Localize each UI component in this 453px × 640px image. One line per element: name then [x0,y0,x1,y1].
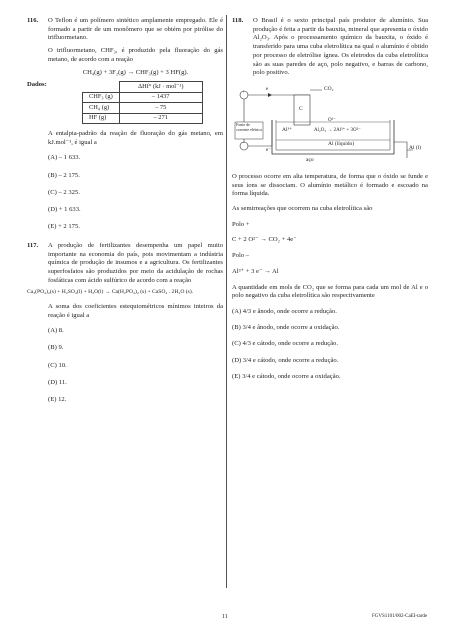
pole-negative: Polo – [232,252,250,260]
option-c[interactable]: (C) – 2 325. [48,188,80,196]
question-number: 118. [232,17,244,24]
question-number: 117. [27,241,39,249]
minus-sign: – [242,140,245,146]
o2-ion-label: O²⁻ [328,117,336,123]
page-number: 11 [222,614,228,620]
question-number: 116. [27,17,39,24]
electron-label-top: e [266,86,269,92]
electron-label-left: e⁻ [266,147,271,153]
question-intro: O Teflon é um polímero sintético amplamente empregado. Ele é formado a partir de um monômero que se obtém por pirólise do trifluormetano. [48,17,223,42]
table-row: CHF₃ (g) – 1437 [83,92,203,102]
table-row: HF (g) – 271 [83,113,203,123]
al-outlet-label: Al (l) [409,144,422,151]
dissociation-equation: Al₂O₃ → 2Al³⁺ + 3O²⁻ [314,127,361,133]
pole-positive: Polo + [232,220,250,228]
column-divider [226,15,227,588]
right-column [232,17,428,389]
option-b[interactable]: (B) 9. [48,344,64,352]
exam-code: FGVS1101/002-CaEI-tarde [372,614,428,619]
question-text: O trifluormetano, CHF₃, é produzido pela fluoração do gás metano, de acordo com a reação [48,47,223,63]
semi-intro: As semirreações que ocorrem na cuba eletrolítica são [232,205,373,213]
dados-label: Dados: [27,81,47,89]
option-a[interactable]: (A) – 1 633. [48,154,81,162]
reaction-equation: CH₄(g) + 3F₂(g) → CHF₃(g) + 3 HF(g). [82,68,189,76]
option-e[interactable]: (E) + 2 175. [48,223,80,231]
option-e[interactable]: (E) 3/4 e cátodo, onde ocorre a oxidação. [232,372,341,380]
option-a[interactable]: (A) 8. [48,327,64,335]
option-e[interactable]: (E) 12. [48,396,67,404]
question-prompt: A entalpia-padrão da reação de fluoração do gás metano, em kJ.mol⁻¹, é igual a [48,130,223,146]
option-d[interactable]: (D) + 1 633. [48,206,81,214]
process-text: O processo ocorre em alta temperatura, de forma que o óxido se funde e seus íons se dissociam. O alumínio metálico é formado e escoado na forma líquida. [232,172,428,198]
option-a[interactable]: (A) 4/3 e ânodo, onde ocorre a redução. [232,307,337,315]
steel-label: aço [306,156,314,163]
option-c[interactable]: (C) 10. [48,361,67,369]
question-prompt: A quantidade em mols de CO₂ que se forma para cada um mol de Al e o polo negativo da cuba eletrolítica são respectivamente [232,283,428,300]
table-header: ΔHf° (kJ · mol⁻¹) [119,82,202,92]
power-source-label: Fonte de corrente elétrica [236,121,262,132]
question-118 [232,17,428,381]
option-d[interactable]: (D) 11. [48,378,67,386]
table-row: CH₄ (g) – 75 [83,103,203,113]
question-117 [27,242,223,405]
al3-ion-label: Al³⁺ [282,126,293,133]
co2-label: CO₂ [324,85,334,92]
question-prompt: A soma dos coeficientes estequiométricos mínimos inteiros da reação é igual a [48,302,223,319]
option-d[interactable]: (D) 3/4 e cátodo, onde ocorre a redução. [232,356,339,364]
carbon-label: C [299,105,303,112]
reaction-equation: Ca₃(PO₄)₂(s) + H₂SO₄(l) + H₂O(l) → Ca(H₂PO₄)₂ (s) + CaSO₄ . 2H₂O (s). [27,289,194,296]
reaction-negative: Al³⁺ + 3 e⁻ → Al [232,267,279,275]
question-116 [27,17,223,232]
option-b[interactable]: (B) 3/4 e ânodo, onde ocorre a oxidação. [232,324,340,332]
liquid-al-label: Al (líquido) [328,140,355,147]
plus-sign: + [242,89,245,95]
electrolysis-diagram [232,82,428,168]
question-intro: O Brasil é o sexto principal país produtor de alumínio. Sua produção é feita a partir da bauxita, mineral que apresenta o óxido Al₂O₃. Após o processamento químico da bauxita, o óxido é transferido para uma cuba eletrolítica na qual o alumínio é obtido por processo de eletrólise ígnea. Os eletrodos da cuba eletrolítica são as suas paredes de aço, polo negativo, e barras de carbono, polo positivo. [253,17,428,77]
enthalpy-table [82,81,203,124]
option-c[interactable]: (C) 4/3 e cátodo, onde ocorre a redução. [232,340,339,348]
reaction-positive: C + 2 O²⁻ → CO₂ + 4e⁻ [232,236,297,244]
question-intro: A produção de fertilizantes desempenha um papel muito importante na economia do país, pois movimentam a indústria química de produção de insumos e a agricultura. Os fertilizantes superfosfatos são produzidos por meio da acidulação de rochas fosfáticas com ácido sulfúrico de acordo com a reação [48,241,223,284]
left-column [27,17,223,413]
option-b[interactable]: (B) – 2 175. [48,171,80,179]
